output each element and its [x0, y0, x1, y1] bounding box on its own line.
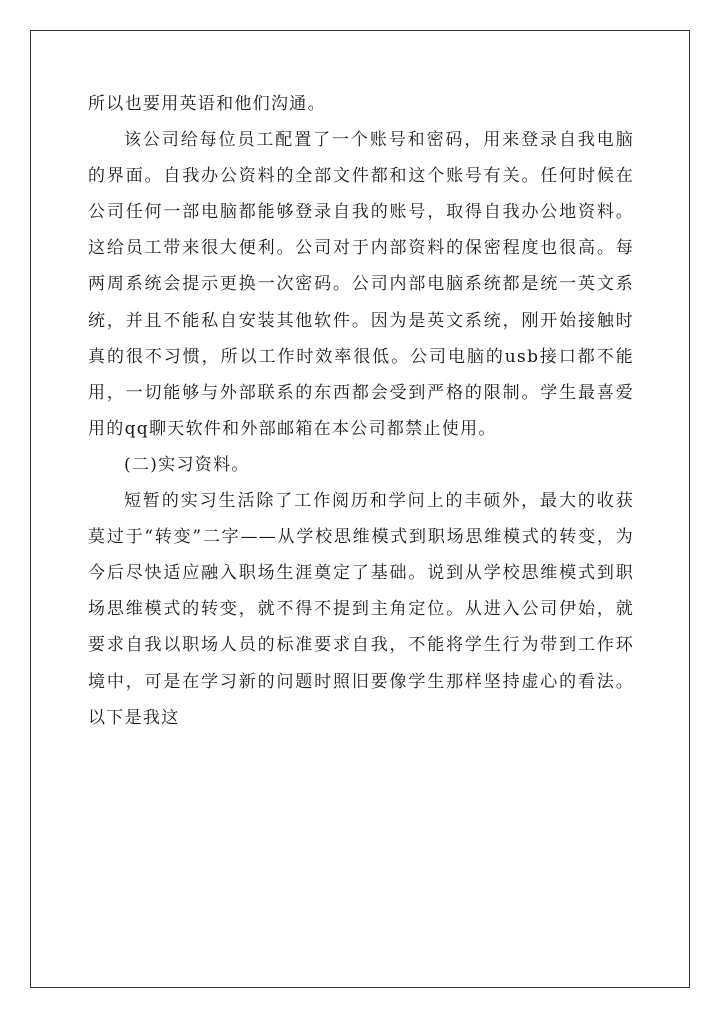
section-heading-2: (二)实习资料。 [124, 454, 250, 475]
paragraph-4: 短暂的实习生活除了工作阅历和学问上的丰硕外，最大的收获莫过于“转变”二字——从学校思维模式到职场思维模式的转变，为今后尽快适应融入职场生涯奠定了基础。说到从学校思维模式到职场思维模式的转变，就不得不提到主角定位。从进入公司伊始，就要求自我以职场人员的标准要求自我，不能将学生行为带到工作环境中，可是在学习新的问题时照旧要像学生那样坚持虚心的看法。以下是我这 [88, 491, 634, 728]
paragraph-1: 所以也要用英语和他们沟通。 [88, 94, 326, 114]
document-body [88, 86, 634, 736]
paragraph-2: 该公司给每位员工配置了一个账号和密码，用来登录自我电脑的界面。自我办公资料的全部文件都和这个账号有关。任何时候在公司任何一部电脑都能够登录自我的账号，取得自我办公地资料。这给员工带来很大便利。公司对于内部资料的保密程度也很高。每两周系统会提示更换一次密码。公司内部电脑系统都是统一英文系统，并且不能私自安装其他软件。因为是英文系统，刚开始接触时真的很不习惯，所以工作时效率很低。公司电脑的usb接口都不能用，一切能够与外部联系的东西都会受到严格的限制。学生最喜爱用的qq聊天软件和外部邮箱在本公司都禁止使用。 [88, 130, 634, 439]
